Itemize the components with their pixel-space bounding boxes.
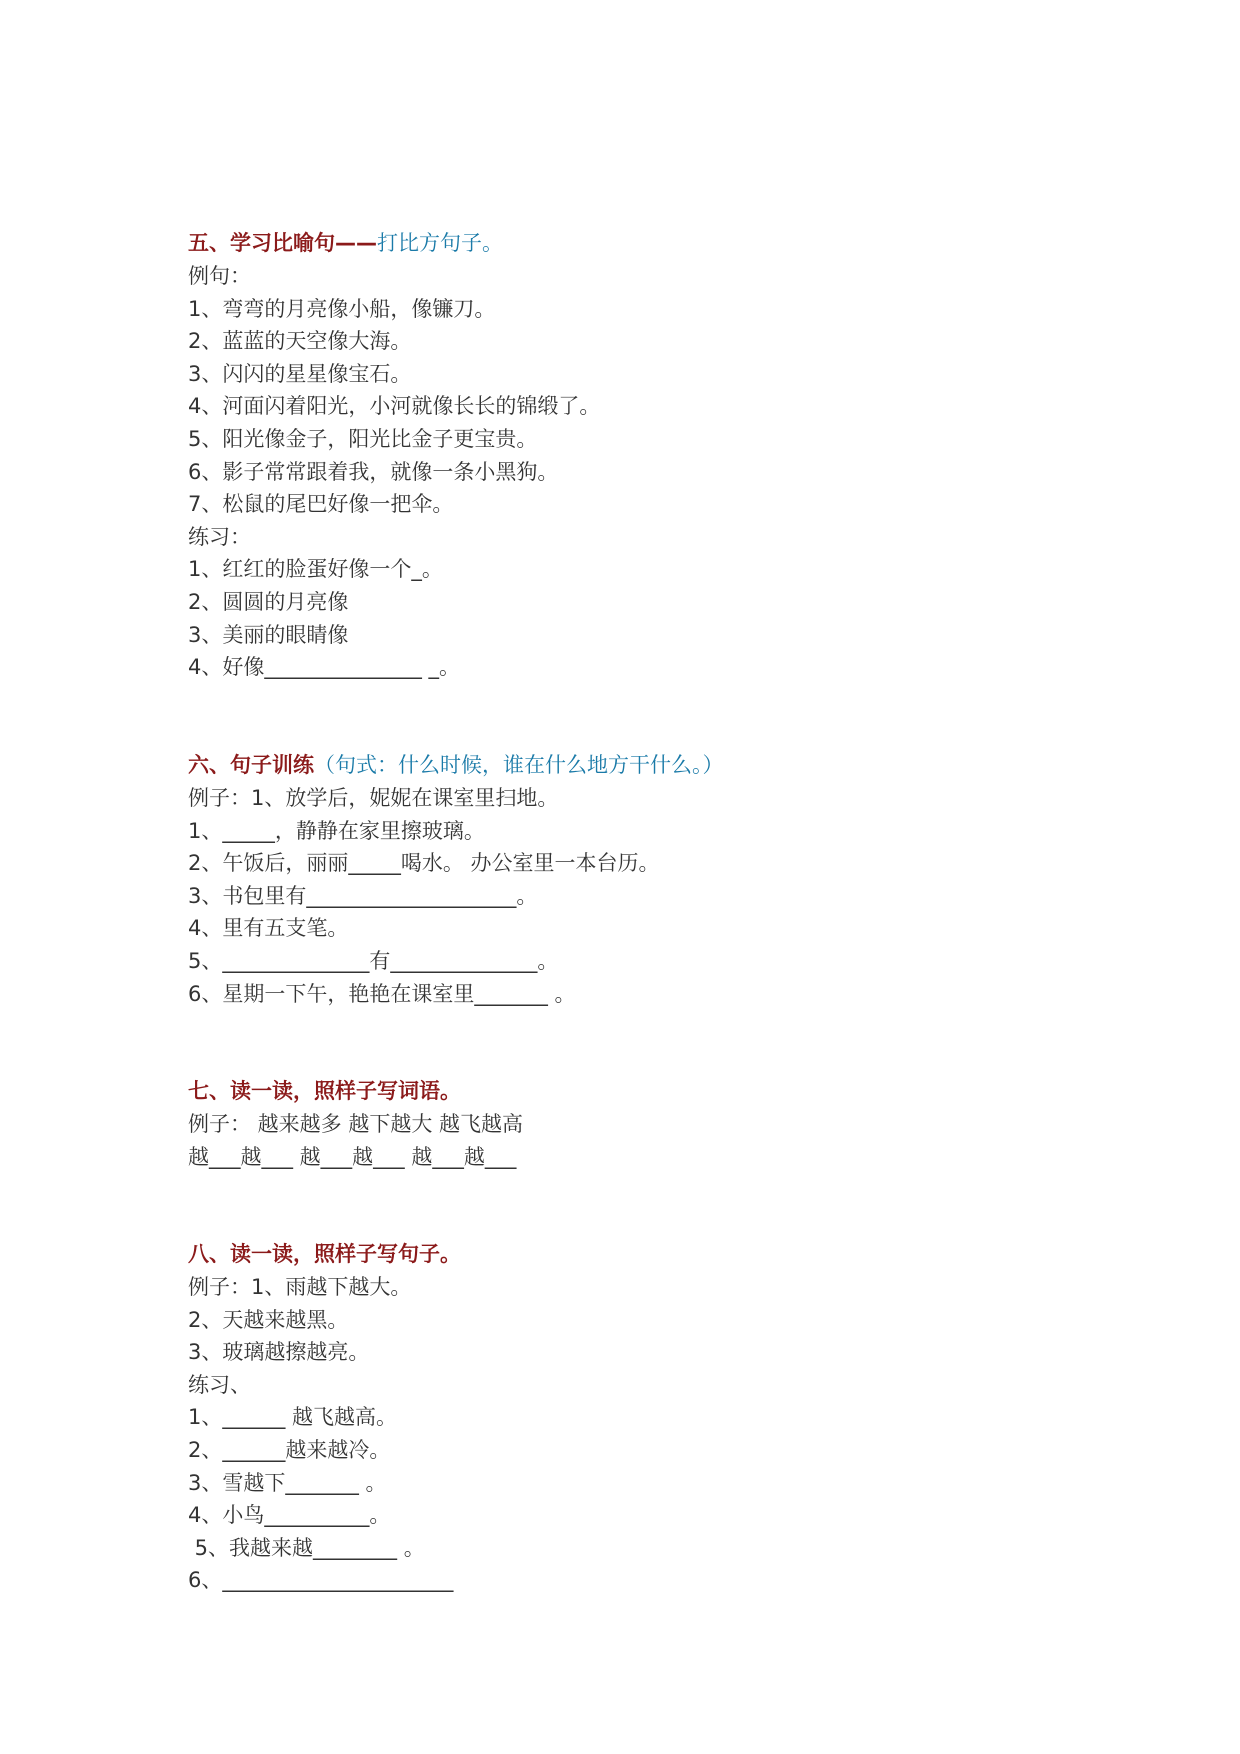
text-line: 1、弯弯的月亮像小船，像镰刀。 xyxy=(188,296,496,321)
section-heading xyxy=(188,1237,1188,1271)
text-line: 6、影子常常跟着我，就像一条小黑狗。 xyxy=(188,459,559,484)
text-line: 6、星期一下午，艳艳在课室里_______ 。 xyxy=(188,981,576,1006)
section-sentence-training xyxy=(188,748,1188,1010)
section-title: 六、句子训练 xyxy=(188,753,314,777)
section-word-pattern xyxy=(188,1074,1188,1173)
text-line: 3、闪闪的星星像宝石。 xyxy=(188,361,412,386)
text-line: 1、______ 越飞越高。 xyxy=(188,1405,398,1430)
section-heading xyxy=(188,748,1188,782)
text-line: 3、美丽的眼睛像 xyxy=(188,622,349,647)
text-line: 7、松鼠的尾巴好像一把伞。 xyxy=(188,492,454,517)
text-line: 例子：1、放学后，妮妮在课室里扫地。 xyxy=(188,786,559,810)
section-title: 七、读一读，照样子写词语。 xyxy=(188,1079,461,1103)
text-line: 6、______________________ xyxy=(188,1568,454,1593)
text-line: 1、_____，静静在家里擦玻璃。 xyxy=(188,818,485,843)
text-line: 4、河面闪着阳光，小河就像长长的锦缎了。 xyxy=(188,394,601,419)
text-line: 2、天越来越黑。 xyxy=(188,1307,349,1332)
section-heading xyxy=(188,226,1188,260)
text-line: 5、______________有______________。 xyxy=(188,948,559,973)
section-title: 八、读一读，照样子写句子。 xyxy=(188,1242,461,1266)
text-line: 3、书包里有____________________。 xyxy=(188,883,538,908)
section-sentence-pattern xyxy=(188,1237,1188,1597)
text-line: 1、红红的脸蛋好像一个_。 xyxy=(188,557,443,582)
text-line: 练习、 xyxy=(188,1372,251,1397)
text-line: 2、圆圆的月亮像 xyxy=(188,589,349,614)
text-line: 4、里有五支笔。 xyxy=(188,916,349,941)
section-subtitle: （句式：什么时候，谁在什么地方干什么。） xyxy=(314,753,724,777)
text-line: 例子：1、雨越下越大。 xyxy=(188,1275,412,1299)
text-line: 3、玻璃越擦越亮。 xyxy=(188,1340,370,1365)
text-line: 3、雪越下_______ 。 xyxy=(188,1470,387,1495)
worksheet-page xyxy=(188,0,1188,1754)
section-subtitle: 打比方句子。 xyxy=(377,231,503,255)
section-title: 五、学习比喻句—— xyxy=(188,231,377,255)
text-line: 2、______越来越冷。 xyxy=(188,1437,391,1462)
text-line: 练习： xyxy=(188,524,251,549)
section-simile xyxy=(188,226,1188,684)
section-heading xyxy=(188,1074,1188,1108)
text-line: 5、我越来越________ 。 xyxy=(188,1535,425,1560)
text-line: 例子： 越来越多 越下越大 越飞越高 xyxy=(188,1112,524,1136)
text-line: 越___越___ 越___越___ 越___越___ xyxy=(188,1144,517,1169)
text-line: 5、阳光像金子，阳光比金子更宝贵。 xyxy=(188,426,538,451)
text-line: 4、好像_______________ _。 xyxy=(188,655,461,680)
text-line: 4、小鸟__________。 xyxy=(188,1503,391,1528)
text-line: 例句： xyxy=(188,264,251,288)
text-line: 2、蓝蓝的天空像大海。 xyxy=(188,329,412,354)
text-line: 2、午饭后，丽丽_____喝水。 办公室里一本台历。 xyxy=(188,851,660,876)
